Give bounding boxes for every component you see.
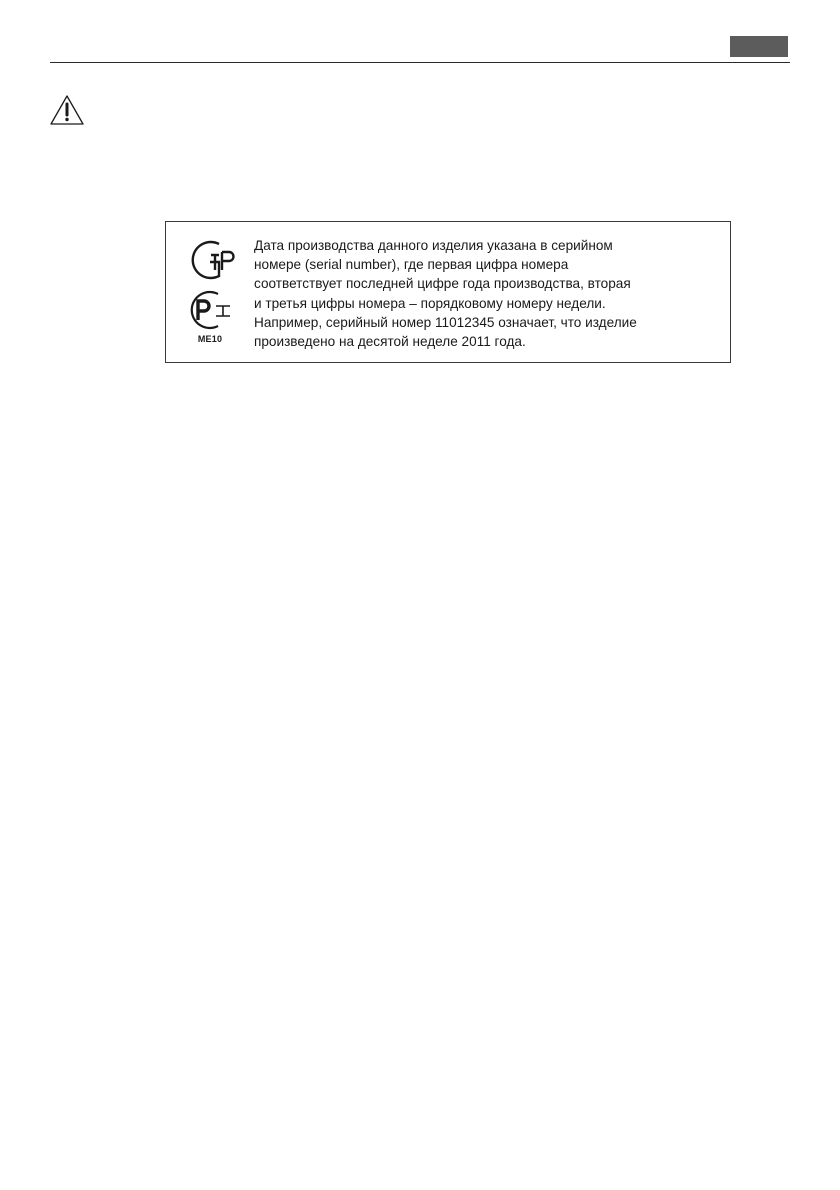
notice-text <box>254 236 724 351</box>
certification-logos <box>186 240 242 350</box>
header-tab <box>730 36 788 57</box>
notice-line: и третья цифры номера – порядковому номеру недели. <box>254 295 606 311</box>
header-rule <box>50 62 790 63</box>
notice-line: произведено на десятой неделе 2011 года. <box>254 334 526 350</box>
notice-line: номере (serial number), где первая цифра номера <box>254 257 569 273</box>
certification-code: ME10 <box>197 334 223 344</box>
warning-triangle-icon <box>49 94 85 126</box>
rst-certification-logo <box>186 290 232 330</box>
notice-line: соответствует последней цифре года производства, вторая <box>254 276 631 292</box>
notice-line: Например, серийный номер 11012345 означает, что изделие <box>254 314 637 330</box>
notice-line: Дата производства данного изделия указана в серийном <box>254 238 613 253</box>
production-date-notice <box>165 221 731 363</box>
gost-tr-logo <box>186 240 238 280</box>
